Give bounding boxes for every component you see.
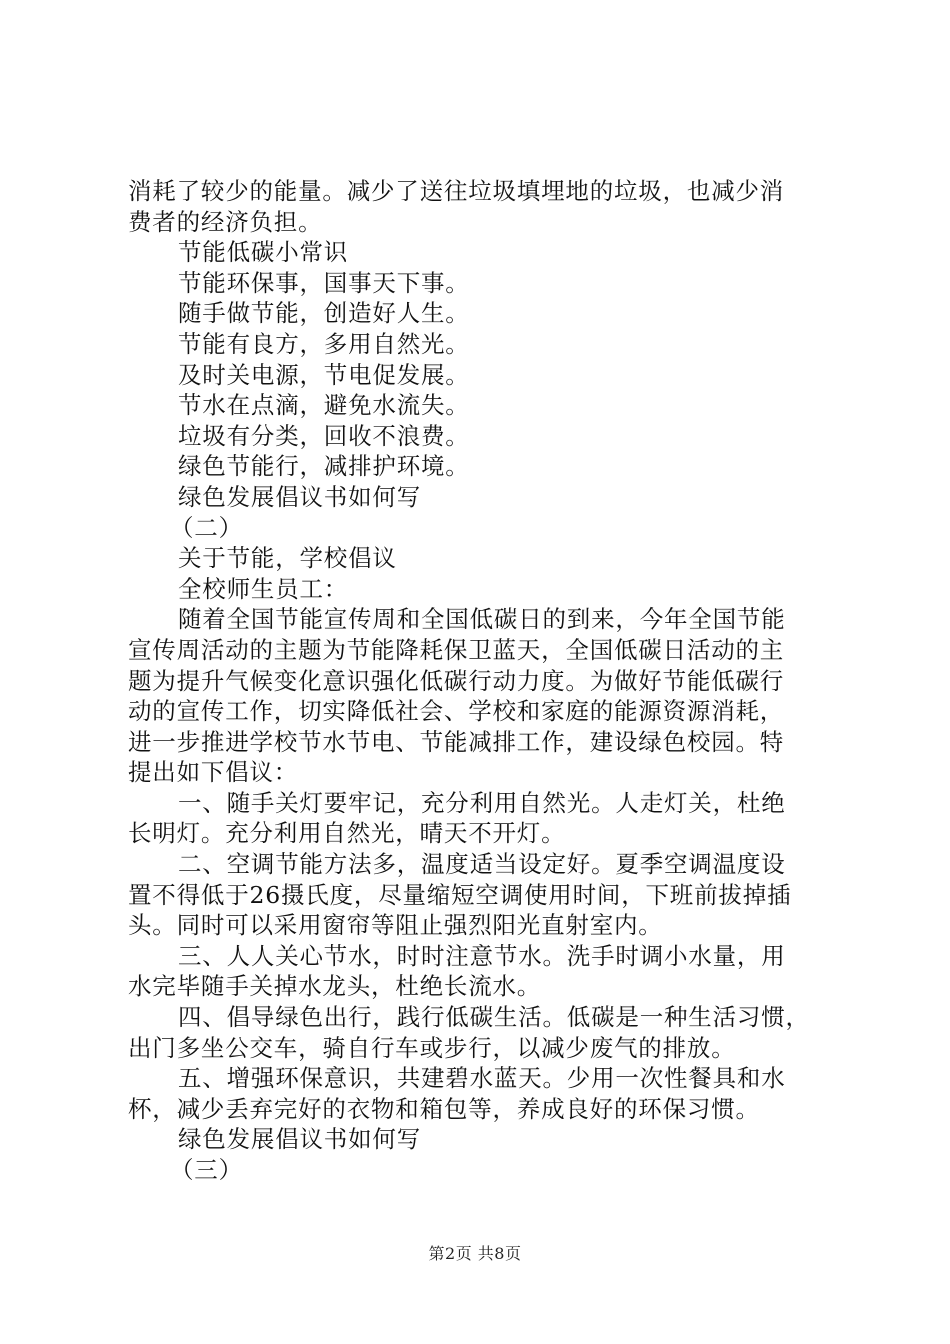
document-body <box>128 176 833 1186</box>
item-line: 水完毕随手关掉水龙头，杜绝长流水。 <box>128 972 542 1001</box>
item-line: 出门多坐公交车，骑自行车或步行，以减少废气的排放。 <box>128 1033 736 1062</box>
item-line: 二、空调节能方法多，温度适当设定好。夏季空调温度设 <box>178 850 786 879</box>
tip-line: 节能环保事，国事天下事。 <box>178 268 470 297</box>
paragraph-line: 宣传周活动的主题为节能降耗保卫蓝天，全国低碳日活动的主 <box>128 635 785 664</box>
paragraph-line: 动的宣传工作，切实降低社会、学校和家庭的能源资源消耗， <box>128 697 785 726</box>
tip-line: 绿色节能行，减排护环境。 <box>178 452 470 481</box>
body-line: 消耗了较少的能量。减少了送往垃圾填埋地的垃圾，也减少消 <box>128 177 785 205</box>
item-line: 杯，减少丢弃完好的衣物和箱包等，养成良好的环保习惯。 <box>128 1094 760 1123</box>
tip-line: 垃圾有分类，回收不浪费。 <box>178 421 470 450</box>
item-line: 长明灯。充分利用自然光，晴天不开灯。 <box>128 819 566 848</box>
page-footer <box>0 1241 950 1264</box>
section-number: （二） <box>170 513 243 542</box>
tip-line: 节水在点滴，避免水流失。 <box>178 391 470 420</box>
paragraph-line: 提出如下倡议： <box>128 758 299 787</box>
page-number-label: 第2页 共8页 <box>428 1244 522 1263</box>
paragraph-line: 题为提升气候变化意识强化低碳行动力度。为做好节能低碳行 <box>128 666 785 695</box>
section-number: （三） <box>170 1156 243 1184</box>
section-title: 绿色发展倡议书如何写 <box>178 1125 421 1154</box>
body-line: 费者的经济负担。 <box>128 207 323 236</box>
salutation: 全校师生员工： <box>178 574 349 603</box>
paragraph-line: 进一步推进学校节水节电、节能减排工作，建设绿色校园。特 <box>128 727 785 756</box>
item-line: 五、增强环保意识，共建碧水蓝天。少用一次性餐具和水 <box>178 1064 786 1093</box>
paragraph-line: 随着全国节能宣传周和全国低碳日的到来，今年全国节能 <box>178 605 786 634</box>
item-line: 一、随手关灯要牢记，充分利用自然光。人走灯关，杜绝 <box>178 788 786 817</box>
tip-line: 及时关电源，节电促发展。 <box>178 360 470 389</box>
section-subtitle: 关于节能，学校倡议 <box>178 544 397 573</box>
item-line: 三、人人关心节水，时时注意节水。洗手时调小水量，用 <box>178 941 786 970</box>
tip-line: 随手做节能，创造好人生。 <box>178 299 470 328</box>
item-line: 头。同时可以采用窗帘等阻止强烈阳光直射室内。 <box>128 911 663 940</box>
item-line: 置不得低于26摄氏度，尽量缩短空调使用时间，下班前拔掉插 <box>128 880 792 909</box>
section-title: 绿色发展倡议书如何写 <box>178 482 421 511</box>
section-heading: 节能低碳小常识 <box>178 238 349 267</box>
tip-line: 节能有良方，多用自然光。 <box>178 329 470 358</box>
item-line: 四、倡导绿色出行，践行低碳生活。低碳是一种生活习惯， <box>178 1003 810 1032</box>
